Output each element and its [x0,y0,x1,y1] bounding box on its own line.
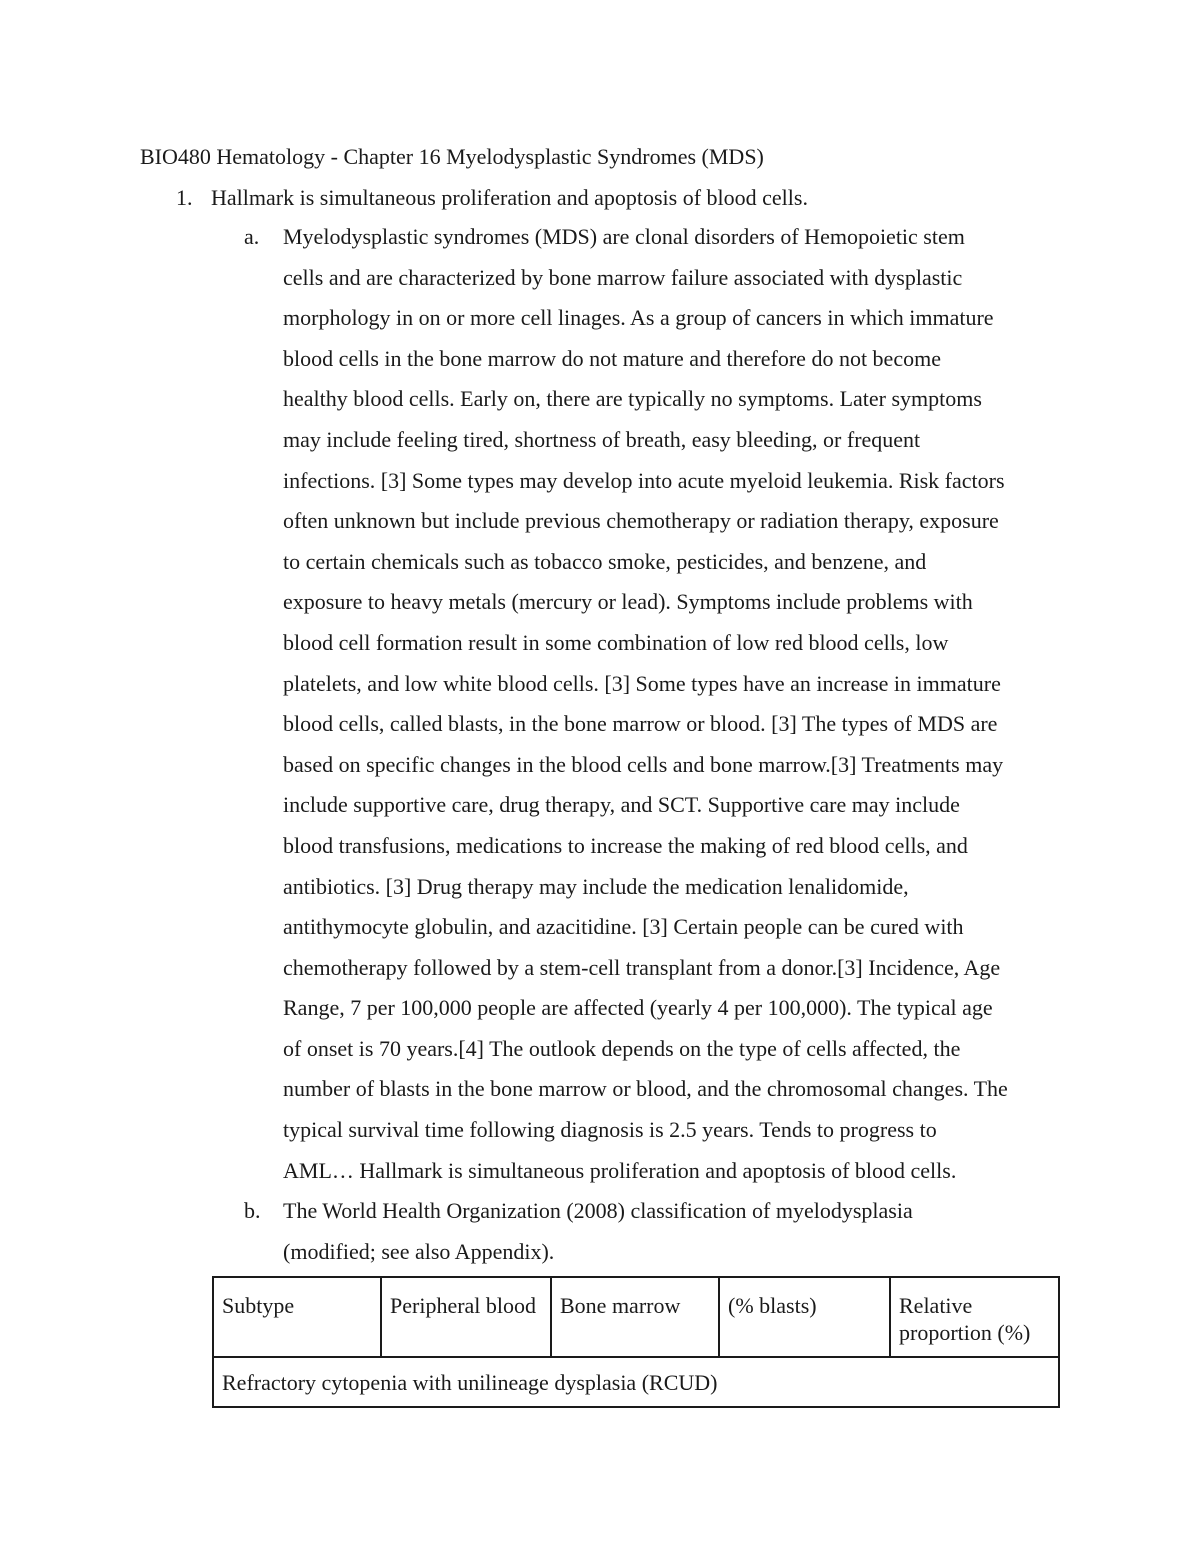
paragraph-line: exposure to heavy metals (mercury or lead). Symptoms include problems with [283,589,973,615]
table-header-row [213,1277,1059,1357]
list-item-number: 1. [176,185,193,210]
table-header-cell: Bone marrow [551,1277,719,1357]
paragraph-line: antibiotics. [3] Drug therapy may include the medication lenalidomide, [283,873,909,899]
paragraph-line: blood cells in the bone marrow do not mature and therefore do not become [283,345,941,371]
paragraph-line: chemotherapy followed by a stem-cell transplant from a donor.[3] Incidence, Age [283,954,1001,980]
table-header-cell: Relative proportion (%) [890,1277,1059,1357]
sub-item-letter: b. [244,1198,261,1223]
paragraph-line: include supportive care, drug therapy, and SCT. Supportive care may include [283,792,960,818]
who-classification-table [212,1276,1060,1408]
paragraph-line: Range, 7 per 100,000 people are affected (yearly 4 per 100,000). The typical age [283,995,993,1021]
paragraph-line: platelets, and low white blood cells. [3] Some types have an increase in immature [283,670,1001,696]
paragraph-line: antithymocyte globulin, and azacitidine. [3] Certain people can be cured with [283,914,964,940]
paragraph-line: blood cells, called blasts, in the bone marrow or blood. [3] The types of MDS are [283,711,998,737]
paragraph-line: AML… Hallmark is simultaneous proliferation and apoptosis of blood cells. [283,1157,957,1183]
paragraph-line: (modified; see also Appendix). [283,1238,555,1264]
paragraph-line: infections. [3] Some types may develop into acute myeloid leukemia. Risk factors [283,467,1005,493]
paragraph-line: healthy blood cells. Early on, there are typically no symptoms. Later symptoms [283,386,982,412]
paragraph-line: blood transfusions, medications to increase the making of red blood cells, and [283,832,968,858]
paragraph-line: Myelodysplastic syndromes (MDS) are clonal disorders of Hemopoietic stem [283,224,965,249]
paragraph-line: often unknown but include previous chemotherapy or radiation therapy, exposure [283,508,999,534]
sub-item-a [244,217,1074,1191]
sub-item-paragraph [244,217,1074,1191]
paragraph-line: number of blasts in the bone marrow or blood, and the chromosomal changes. The [283,1076,1008,1102]
paragraph-line: morphology in on or more cell linages. As a group of cancers in which immature [283,305,994,331]
paragraph-line: may include feeling tired, shortness of breath, easy bleeding, or frequent [283,426,921,452]
paragraph-line: cells and are characterized by bone marrow failure associated with dysplastic [283,264,963,290]
sub-item-b [244,1191,1074,1272]
paragraph-line: based on specific changes in the blood cells and bone marrow.[3] Treatments may [283,751,1004,777]
sub-item-letter: a. [244,224,260,249]
sub-item-paragraph [244,1191,1074,1272]
paragraph-line: to certain chemicals such as tobacco smoke, pesticides, and benzene, and [283,548,927,574]
table-header-cell: Peripheral blood [381,1277,551,1357]
paragraph-line: blood cell formation result in some combination of low red blood cells, low [283,629,949,655]
document-title: BIO480 Hematology - Chapter 16 Myelodysplastic Syndromes (MDS) [140,144,764,169]
paragraph-line: typical survival time following diagnosis is 2.5 years. Tends to progress to [283,1117,937,1143]
table-header-cell: (% blasts) [719,1277,890,1357]
table-row [213,1357,1059,1407]
paragraph-line: of onset is 70 years.[4] The outlook depends on the type of cells affected, the [283,1035,961,1061]
list-item-text: Hallmark is simultaneous proliferation and apoptosis of blood cells. [211,185,808,210]
table-header-cell: Subtype [213,1277,381,1357]
paragraph-line: The World Health Organization (2008) classification of myelodysplasia [283,1198,913,1223]
table-group-cell: Refractory cytopenia with unilineage dysplasia (RCUD) [213,1357,1059,1407]
